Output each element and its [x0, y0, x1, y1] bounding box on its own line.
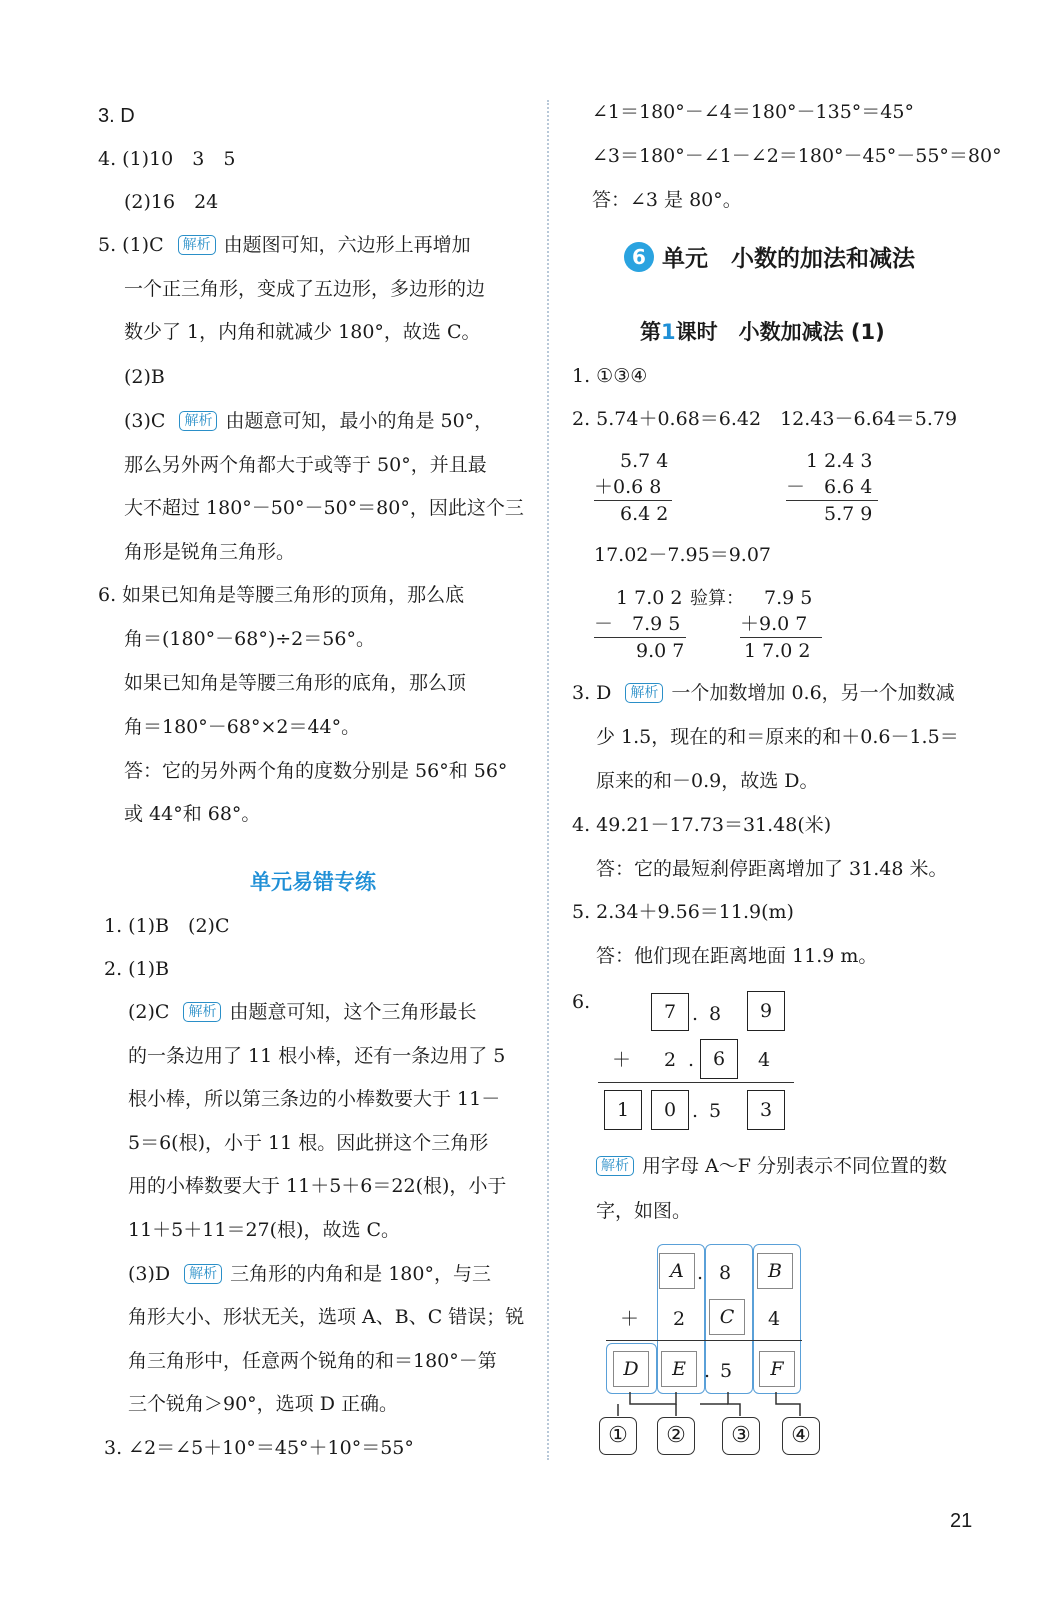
puzzle-digit: 5 [709, 1100, 722, 1122]
text-line: 一个正三角形，变成了五边形，多边形的边 [124, 278, 486, 300]
lesson-number: 1 [661, 320, 676, 344]
text-line: 角形大小、形状无关，选项 A、B、C 错误；锐 [128, 1306, 525, 1328]
section-title: 单元易错专练 [250, 870, 376, 894]
text-line: 角＝180°－68°×2＝44°。 [124, 716, 361, 738]
diagram-digit: 8 [719, 1262, 732, 1284]
text-line: 答：它的最短刹停距离增加了 31.48 米。 [596, 858, 948, 880]
puzzle-box: 9 [747, 991, 785, 1031]
vertical-calc-row: ＋0.6 8 [594, 476, 662, 498]
text-line: 三个锐角＞90°，选项 D 正确。 [128, 1393, 398, 1415]
text-line: 角三角形中，任意两个锐角的和＝180°－第 [128, 1350, 497, 1372]
error-answer-2-3-choice: (3)D [128, 1263, 171, 1285]
vertical-calc-row: － 7.9 5 [594, 613, 681, 635]
text-line: ∠3＝180°－∠1－∠2＝180°－45°－55°＝80° [592, 145, 1002, 167]
answer-3: 3. D [98, 105, 135, 127]
unit-title-text: 单元 小数的加法和减法 [662, 246, 915, 272]
puzzle-box: 3 [747, 1090, 785, 1130]
vertical-calc-row: 1 7.0 2 [744, 640, 811, 662]
vertical-calc-row: 5.7 4 [620, 450, 669, 472]
node-circle-2: ② [657, 1417, 695, 1455]
puzzle-dot: . [692, 1100, 699, 1122]
vertical-calc-row: 7.9 5 [764, 587, 813, 609]
diagram-box: B [757, 1253, 793, 1289]
puzzle-dot: . [688, 1049, 695, 1071]
analysis-tag: 解析 [596, 1156, 634, 1176]
vertical-calc-row: － 6.6 4 [786, 476, 873, 498]
text-line: 或 44°和 68°。 [124, 803, 261, 825]
text-line: 答：它的另外两个角的度数分别是 56°和 56° [124, 760, 508, 782]
lesson-answer-2: 2. 5.74＋0.68＝6.42 12.43－6.64＝5.79 [572, 408, 958, 430]
diagram-box: D [613, 1351, 649, 1387]
diagram-digit: 5 [720, 1360, 733, 1382]
analysis-text: 由题意可知，这个三角形最长 [229, 1001, 477, 1023]
text-line: 答：他们现在距离地面 11.9 m。 [596, 945, 878, 967]
vertical-calc-row: 1 7.0 2 [616, 587, 683, 609]
analysis-text: 三角形的内角和是 180°，与三 [230, 1263, 491, 1285]
analysis-text: 由题意可知，最小的角是 50°， [225, 410, 494, 432]
diagram-box: A [659, 1253, 695, 1289]
analysis-tag: 解析 [184, 1264, 222, 1284]
connector [728, 1392, 740, 1416]
check-label: 验算： [690, 588, 744, 609]
text-line: ∠1＝180°－∠4＝180°－135°＝45° [592, 101, 914, 123]
answer-5-2: (2)B [124, 366, 165, 388]
analysis-tag: 解析 [183, 1002, 221, 1022]
text-line: 根小棒，所以第三条边的小棒数要大于 11－ [128, 1088, 501, 1110]
text-line: 11＋5＋11＝27(根)，故选 C。 [128, 1219, 401, 1241]
node-circle-3: ③ [722, 1417, 760, 1455]
text-line: 少 1.5，现在的和＝原来的和＋0.6－1.5＝ [596, 726, 959, 748]
puzzle-box: 6 [700, 1039, 738, 1079]
connector [630, 1392, 676, 1404]
text-line: 角形是锐角三角形。 [124, 541, 296, 563]
vertical-calc-row: 9.0 7 [636, 640, 685, 662]
text-line: 角＝(180°－68°)÷2＝56°。 [124, 628, 375, 650]
vertical-calc-row: 6.4 2 [620, 503, 669, 525]
diagram-box: E [661, 1351, 697, 1387]
lesson-answer-4: 4. 49.21－17.73＝31.48(米) [572, 814, 832, 836]
analysis-tag: 解析 [178, 235, 216, 255]
analysis-tag: 解析 [179, 411, 217, 431]
diagram-dot: . [704, 1360, 711, 1382]
lesson-answer-3-choice: 3. D [572, 682, 612, 704]
node-circle-1: ① [599, 1417, 637, 1455]
error-answer-2-2-choice: (2)C [128, 1001, 170, 1023]
page-number: 21 [950, 1510, 973, 1532]
text-line: 的一条边用了 11 根小棒，还有一条边用了 5 [128, 1045, 506, 1067]
lesson-answer-5: 5. 2.34＋9.56＝11.9(m) [572, 901, 794, 923]
diagram-digit: 4 [768, 1308, 781, 1330]
vertical-calc-row: ＋9.0 7 [740, 613, 808, 635]
lesson-answer-6: 6. [572, 991, 591, 1013]
puzzle-dot: . [692, 1003, 699, 1025]
text-line: 字，如图。 [596, 1200, 692, 1222]
diagram-box: C [709, 1299, 745, 1335]
text-line: 数少了 1，内角和就减少 180°，故选 C。 [124, 321, 481, 343]
answer-6: 6. 如果已知角是等腰三角形的顶角，那么底 [98, 584, 465, 606]
diagram-box: F [759, 1351, 795, 1387]
text-line: 答：∠3 是 80°。 [592, 189, 742, 211]
lesson-prefix: 第 [640, 320, 661, 344]
text-line: 原来的和－0.9，故选 D。 [596, 770, 819, 792]
text-line: 17.02－7.95＝9.07 [594, 544, 772, 566]
answer-5-3-choice: (3)C [124, 410, 166, 432]
puzzle-plus: ＋ [612, 1049, 632, 1071]
analysis-tag: 解析 [625, 683, 663, 703]
analysis-text: 一个加数增加 0.6，另一个加数减 [671, 682, 955, 704]
unit-number-badge: 6 [624, 242, 654, 272]
text-line: 5＝6(根)，小于 11 根。因此拼这个三角形 [128, 1132, 489, 1154]
puzzle-digit: 2 [664, 1049, 677, 1071]
puzzle-digit: 4 [758, 1049, 771, 1071]
puzzle-digit: 8 [709, 1003, 722, 1025]
vertical-calc-row: 5.7 9 [824, 503, 873, 525]
text-line: 大不超过 180°－50°－50°＝80°，因此这个三 [124, 497, 524, 519]
answer-4-part1: 4. (1)10 3 5 [98, 148, 236, 170]
diagram-dot: . [697, 1262, 704, 1284]
diagram-plus: ＋ [620, 1308, 640, 1330]
analysis-text: 由题图可知，六边形上再增加 [223, 234, 471, 256]
diagram-digit: 2 [673, 1308, 686, 1330]
analysis-text: 用字母 A～F 分别表示不同位置的数 [642, 1155, 947, 1177]
node-circle-4: ④ [782, 1417, 820, 1455]
error-answer-3: 3. ∠2＝∠5＋10°＝45°＋10°＝55° [104, 1437, 414, 1459]
error-answer-2: 2. (1)B [104, 958, 170, 980]
text-line: 用的小棒数要大于 11＋5＋6＝22(根)，小于 [128, 1175, 507, 1197]
text-line: 如果已知角是等腰三角形的底角，那么顶 [124, 672, 467, 694]
vertical-calc-row: 1 2.4 3 [806, 450, 873, 472]
puzzle-box: 0 [651, 1090, 689, 1130]
answer-4-part2: (2)16 24 [124, 191, 219, 213]
lesson-answer-1: 1. ①③④ [572, 365, 648, 387]
text-line: 那么另外两个角都大于或等于 50°，并且最 [124, 454, 487, 476]
puzzle-box: 1 [604, 1090, 642, 1130]
answer-5-1-choice: 5. (1)C [98, 234, 164, 256]
lesson-text: 课时 小数加减法 (1) [675, 320, 885, 344]
puzzle-box: 7 [651, 993, 689, 1031]
error-answer-1: 1. (1)B (2)C [104, 915, 230, 937]
connector [776, 1392, 800, 1416]
